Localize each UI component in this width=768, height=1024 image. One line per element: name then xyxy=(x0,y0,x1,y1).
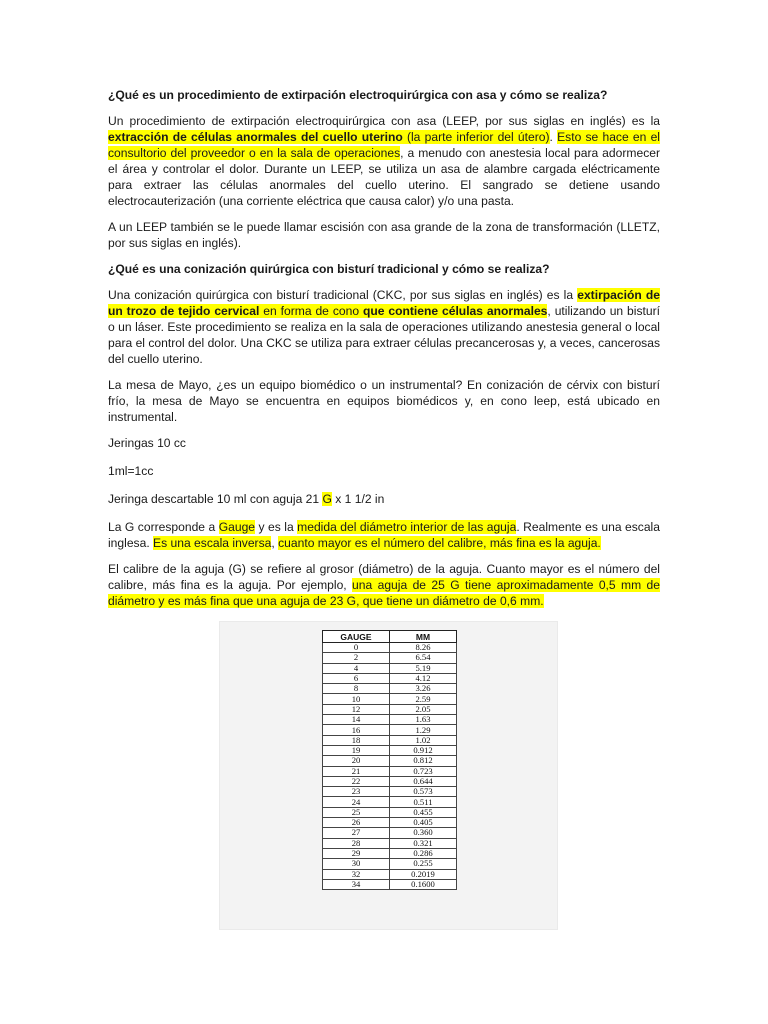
table-header-row xyxy=(323,631,457,643)
highlight-extirpacion: extirpación de un trozo de tejido cervical xyxy=(108,288,660,318)
highlight-consultorio: Esto se hace en el consultorio del proveedor o en la sala de operaciones xyxy=(108,130,660,160)
document-body xyxy=(108,87,660,619)
table-row xyxy=(323,797,457,807)
table-row xyxy=(323,787,457,797)
gauge-cell: 26 xyxy=(323,818,390,828)
table-row xyxy=(323,838,457,848)
mm-cell: 0.511 xyxy=(390,797,457,807)
paragraph-mesa-mayo: La mesa de Mayo, ¿es un equipo biomédico o un instrumental? En conización de cérvix con bisturí frío, la mesa de Mayo se encuentra en equipos biomédicos y, en cono leep, está ubicado en instrumental. xyxy=(108,378,660,424)
gauge-cell: 29 xyxy=(323,848,390,858)
mm-cell: 0.286 xyxy=(390,848,457,858)
gauge-cell: 0 xyxy=(323,643,390,653)
header-mm: MM xyxy=(390,631,457,643)
line-jeringa-descartable: Jeringa descartable 10 ml con aguja 21 G x 1 1/2 in xyxy=(108,492,385,506)
gauge-cell: 20 xyxy=(323,756,390,766)
gauge-cell: 34 xyxy=(323,879,390,889)
gauge-cell: 8 xyxy=(323,684,390,694)
mm-cell: 3.26 xyxy=(390,684,457,694)
mm-cell: 5.19 xyxy=(390,663,457,673)
table-row xyxy=(323,756,457,766)
paragraph-calibre: El calibre de la aguja (G) se refiere al grosor (diámetro) de la aguja. Cuanto mayor es el número del calibre, más fina es la aguja. Por ejemplo, una aguja de 25 G tiene aproximadamente 0,5 mm de diámetro y es más fina que una aguja de 23 G, que tiene un diámetro de 0,6 mm. xyxy=(108,562,660,608)
table-row xyxy=(323,704,457,714)
highlight-extraccion: extracción de células anormales del cuello uterino xyxy=(108,130,403,144)
table-row xyxy=(323,725,457,735)
gauge-cell: 4 xyxy=(323,663,390,673)
mm-cell: 0.360 xyxy=(390,828,457,838)
table-row xyxy=(323,643,457,653)
mm-cell: 2.05 xyxy=(390,704,457,714)
mm-cell: 0.723 xyxy=(390,766,457,776)
paragraph-gauge: La G corresponde a Gauge y es la medida del diámetro interior de las aguja. Realmente es una escala inglesa. Es una escala inversa, cuanto mayor es el número del calibre, más fina es la aguja. xyxy=(108,520,660,550)
table-row xyxy=(323,684,457,694)
gauge-cell: 30 xyxy=(323,859,390,869)
highlight-forma-cono: en forma de cono xyxy=(259,304,363,318)
highlight-cuanto-mayor: cuanto mayor es el número del calibre, más fina es la aguja. xyxy=(278,536,601,550)
mm-cell: 0.812 xyxy=(390,756,457,766)
mm-cell: 0.2019 xyxy=(390,869,457,879)
gauge-cell: 23 xyxy=(323,787,390,797)
paragraph-lletz: A un LEEP también se le puede llamar escisión con asa grande de la zona de transformación (LLETZ, por sus siglas en inglés). xyxy=(108,220,660,250)
table-row xyxy=(323,848,457,858)
table-row xyxy=(323,673,457,683)
table-row xyxy=(323,715,457,725)
mm-cell: 2.59 xyxy=(390,694,457,704)
gauge-cell: 27 xyxy=(323,828,390,838)
gauge-cell: 28 xyxy=(323,838,390,848)
highlight-parte-inferior: (la parte inferior del útero) xyxy=(402,130,550,144)
highlight-medida: medida del diámetro interior de las aguja xyxy=(297,520,517,534)
table-row xyxy=(323,694,457,704)
gauge-cell: 16 xyxy=(323,725,390,735)
mm-cell: 0.1600 xyxy=(390,879,457,889)
gauge-cell: 6 xyxy=(323,673,390,683)
table-row xyxy=(323,776,457,786)
gauge-table-image xyxy=(219,621,558,930)
mm-cell: 0.573 xyxy=(390,787,457,797)
gauge-cell: 24 xyxy=(323,797,390,807)
gauge-cell: 25 xyxy=(323,807,390,817)
header-gauge: GAUGE xyxy=(323,631,390,643)
mm-cell: 4.12 xyxy=(390,673,457,683)
mm-cell: 6.54 xyxy=(390,653,457,663)
gauge-cell: 10 xyxy=(323,694,390,704)
heading-ckc: ¿Qué es una conización quirúrgica con bisturí tradicional y cómo se realiza? xyxy=(108,262,550,276)
gauge-cell: 12 xyxy=(323,704,390,714)
mm-cell: 0.644 xyxy=(390,776,457,786)
line-ml-cc: 1ml=1cc xyxy=(108,464,154,478)
highlight-celulas-anormales: que contiene células anormales xyxy=(362,304,548,318)
gauge-table xyxy=(322,630,457,890)
mm-cell: 1.63 xyxy=(390,715,457,725)
highlight-escala-inversa: Es una escala inversa xyxy=(153,536,272,550)
paragraph-ckc-definition: Una conización quirúrgica con bisturí tradicional (CKC, por sus siglas en inglés) es la extirpación de un trozo de tejido cervical en forma de cono que contiene células anormales, utilizando un bisturí o un láser. Este procedimiento se realiza en la sala de operaciones utilizando anestesia general o local para el control del dolor. Una CKC se utiliza para extraer células precancerosas y, a veces, cancerosas del cuello uterino. xyxy=(108,288,660,366)
mm-cell: 0.405 xyxy=(390,818,457,828)
mm-cell: 8.26 xyxy=(390,643,457,653)
gauge-cell: 18 xyxy=(323,735,390,745)
mm-cell: 0.455 xyxy=(390,807,457,817)
highlight-g: G xyxy=(322,492,332,506)
table-row xyxy=(323,735,457,745)
mm-cell: 0.912 xyxy=(390,745,457,755)
table-row xyxy=(323,663,457,673)
gauge-cell: 2 xyxy=(323,653,390,663)
paragraph-leep-definition: Un procedimiento de extirpación electroquirúrgica con asa (LEEP, por sus siglas en inglés) es la extracción de células anormales del cuello uterino (la parte inferior del útero). Esto se hace en el consultorio del proveedor o en la sala de operaciones, a menudo con anestesia local para adormecer el área y controlar el dolor. Durante un LEEP, se utiliza un asa de alambre cargada eléctricamente para extraer las células anormales del cuello uterino. El sangrado se detiene usando electrocauterización (una corriente eléctrica que causa calor) y/o una pasta. xyxy=(108,114,660,208)
table-row xyxy=(323,807,457,817)
mm-cell: 0.321 xyxy=(390,838,457,848)
highlight-ejemplo-25g: una aguja de 25 G tiene aproximadamente 0,5 mm de diámetro y es más fina que una aguja de 23 G, que tiene un diámetro de 0,6 mm. xyxy=(108,578,660,608)
table-row xyxy=(323,828,457,838)
gauge-cell: 22 xyxy=(323,776,390,786)
mm-cell: 0.255 xyxy=(390,859,457,869)
gauge-cell: 19 xyxy=(323,745,390,755)
mm-cell: 1.29 xyxy=(390,725,457,735)
table-row xyxy=(323,766,457,776)
table-row xyxy=(323,653,457,663)
highlight-gauge: Gauge xyxy=(218,520,256,534)
gauge-table-body xyxy=(323,643,457,890)
table-row xyxy=(323,869,457,879)
table-row xyxy=(323,745,457,755)
gauge-cell: 32 xyxy=(323,869,390,879)
table-row xyxy=(323,879,457,889)
table-row xyxy=(323,818,457,828)
gauge-cell: 21 xyxy=(323,766,390,776)
table-row xyxy=(323,859,457,869)
gauge-cell: 14 xyxy=(323,715,390,725)
heading-leep: ¿Qué es un procedimiento de extirpación electroquirúrgica con asa y cómo se realiza? xyxy=(108,88,608,102)
mm-cell: 1.02 xyxy=(390,735,457,745)
line-jeringas: Jeringas 10 cc xyxy=(108,436,186,450)
